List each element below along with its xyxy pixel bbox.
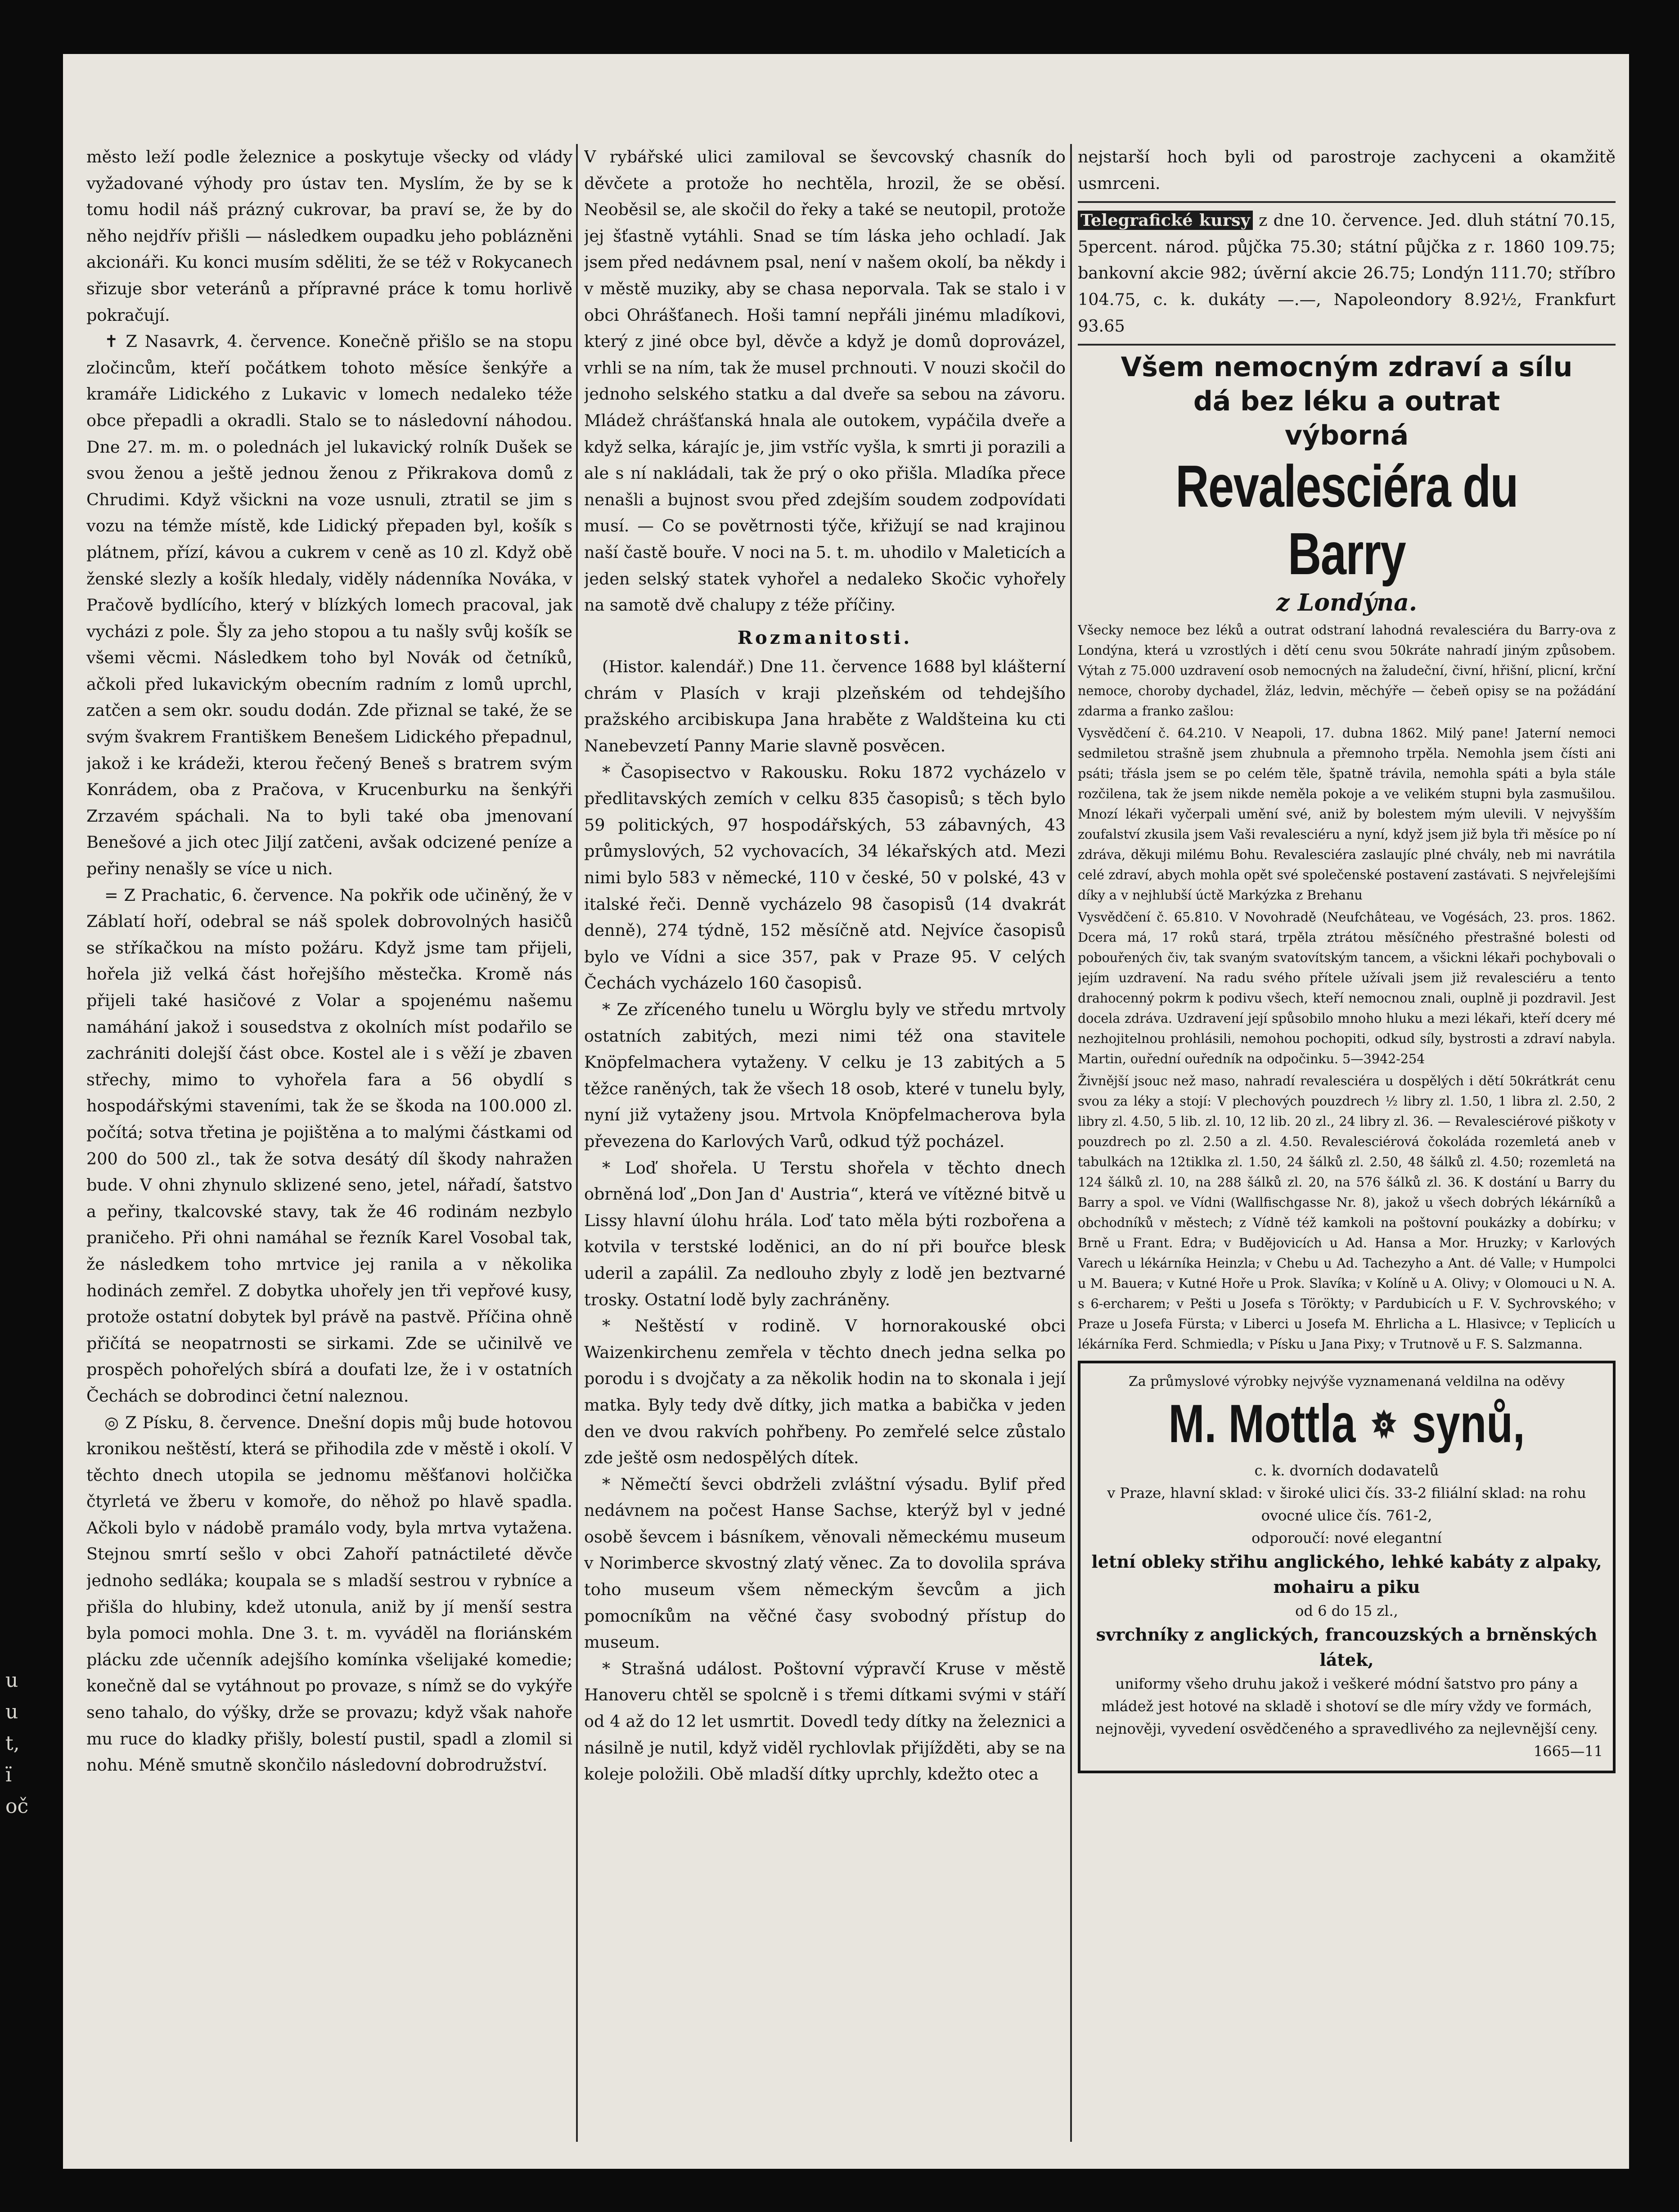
ad-line: v Praze, hlavní sklad: v široké ulici čís. 33-2 filiální sklad: na rohu ovocné ulice čís. 761-2, (1107, 1484, 1586, 1524)
ad-tail (1090, 1740, 1603, 1762)
divider (1078, 344, 1616, 346)
ad-price: od 6 do 15 zl., (1295, 1602, 1398, 1620)
column-rule (576, 144, 578, 2142)
firm-name-left: M. Mottla (1168, 1394, 1356, 1454)
edge-char: oč (5, 1795, 29, 1818)
ad-code: 1665—11 (1533, 1743, 1603, 1760)
article-paragraph: V rybářské ulici zamiloval se ševcovský chasník do děvčete a protože ho nechtěla, hrozil, že se oběsí. Neoběsil se, ale skočil do řeky a také se neutopil, protože jej šťastně vytáhli. Snad se tím láska jeho ochladí. Jak jsem před nedávnem psal, není v našem okolí, ba někdy i v městě muziky, aby se chasa neporvala. Tak se stalo i v obci Ohrášťanech. Hoši tamní nepřáli jinému mladíkovi, který z jiné obce byl, děvče a když je domů doprovázel, vrhli se na ním, tak že musel prchnouti. V nouzi skočil do jednoho selského statku a dal dveře sa sebou na závoru. Mládež chrášťanská hnala ale outokem, vypáčila dveře a když selka, kárajíc je, jim vstříc vyšla, k smrti ji porazili a ale s ní nakládali, tak že prý o oko přišla. Mladíka přece nenašli a bujnost svou před zdejším soudem zodpovídati musí. — Co se povětrnosti týče, křižují se nad krajinou naší častě bouře. V noci na 5. t. m. uhodilo v Maleticích a jeden selský statek vyhořel a nedaleko Skočic vyhořely na samotě dvě chalupy z téže příčiny. (584, 147, 1066, 615)
ad-prices-and-dealers: Živnější jsouc než maso, nahradí revalesciéra u dospělých i dětí 50krátkrát cenu svou za léky a stojí: V plechových pouzdrech ½ libry zl. 1.50, 1 libra zl. 2.50, 2 libry zl. 4.50, 5 lib. zl. 10, 12 lib. 20 zl., 24 libry zl. 36. — Revalesciérové piškoty v pouzdrech po zl. 2.50 a zl. 4.50. Revalesciérová čokoláda rozemletá aneb v tabulkách na 12tiklka zl. 1.50, 24 šálků zl. 2.50, 48 šálků zl. 4.50; rozemletá na 124 šálků zl. 10, na 288 šálků zl. 20, na 576 šálků zl. 36. K dostání u Barry du Barry a spol. ve Vídni (Wallfischgasse Nr. 8), jakož u všech dobrých lékárníků a obchodníků v městech; z Vídně též kamkoli na poštovní poukázky a dobírku; v Brně u Frant. Edra; v Budějovicích u Ad. Hansa a Mor. Hruzky; v Karlových Varech u lékárníka Heinzla; v Chebu u Ad. Tachezyho a Ant. dé Valle; v Humpolci u M. Bauera; v Kutné Hoře u Prok. Slavíka; v Kolíně u A. Olivy; v Olomouci u N. A. s 6-ercharem; v Pešti u Josefa s Törökty; v Pardubicích u F. V. Sychrovského; v Praze u Josefa Fürsta; v Liberci u Josefa M. Ehrlicha a L. Hlasivce; v Teplicích u lékárníka Ferd. Schmiedla; v Písku u Jana Pixy; v Trutnově u F. S. Salzmanna. (1078, 1074, 1616, 1352)
ad-body: Všecky nemoce bez léků a outrat odstraní lahodná revalesciéra du Barry-ova z Londýna, která u vzrostlých i dětí cenu svou 50kráte nahradí jiným způsobem. Výtah z 75.000 uzdravení osob nemocných na žaludeční, čivní, hřišní, plicní, krční nemoce, choroby dychadel, žláz, ledvin, měchýře — čebeň opisy se na požádání zdarma a franko zašlou: (1078, 623, 1616, 719)
misc-tunnel: * Ze zříceného tunelu u Wörglu byly ve středu mrtvoly ostatních zabitých, mezi nimi též ona stavitele Knöpfelmachera vytaženy. V celku je 13 zabitých a 5 těžce raněných, tak že všech 18 osob, které v tunelu byly, nyní již vytaženy jsou. Mrtvola Knöpfelmacherova byla převezena do Karlových Varů, odkud týž pocházel. (584, 1000, 1066, 1151)
section-title-rozmanitosti: Rozmanitosti. (737, 627, 913, 648)
ad-testimonial: Vysvědčení č. 64.210. V Neapoli, 17. dubna 1862. Milý pane! Jaterní nemoci sedmiletou strašně jsem zhubnula a přemnoho trpěla. Nemohla jsem čísti ani psáti; třásla jsem se po celém těle, špatně trávila, nemohla spáti a byla stále rozčilena, tak že jsem nikde neměla pokoje a ve velikém stupni byla zasmušilou. Mnozí lékaři vyčerpali umění své, aniž by bolestem mým ulevili. V nejvyšším zoufalství zkusila jsem Vaši revalesciéru a nyní, když jsem již byla tři měsíce po ní zdráva, děkuji milému Bohu. Revalesciéra zaslaujíc plné chvály, neb mi navrátila celé zdraví, abych mohla opět své společenské postavení zastávati. S nejvřelejšími díky a v nejhlubší úctě Markýzka z Brehanu (1078, 726, 1616, 903)
misc-german-shoemakers: * Němečtí ševci obdrželi zvláštní výsadu. Bylif před nedávnem na počest Hanse Sachse, kterýž byl v jedné osobě ševcem i básníkem, věnovali německému museum v Norimberce skvostný zlatý věnec. Za to dovolila správa toho museum všem německým ševcům a jich pomocníkům na věčné časy svobodný přístup do museum. (584, 1474, 1066, 1652)
ad-firm-name (1142, 1392, 1552, 1459)
ad-line: odporoučí: nové elegantní (1251, 1529, 1442, 1547)
misc-periodicals: * Časopisectvo v Rakousku. Roku 1872 vycházelo v předlitavských zemích v celku 835 časopisů; s těch bylo 59 politických, 97 hospodářských, 53 zábavných, 43 průmyslových, 52 vychovacích, 34 lékařských atd. Mezi nimi bylo 583 v německé, 110 v české, 50 v polské, 43 v italské řeči. Denně vycházelo 98 časopisů (14 dvakrát denně), 274 týdně, 152 měsíčně atd. Nejvíce časopisů bylo ve Vídni a sice 357, pak v Praze 95. V celých Čechách vycházelo 160 časopisů. (584, 762, 1066, 993)
column-rule (1070, 144, 1072, 2142)
misc-historical-calendar: (Histor. kalendář.) Dne 11. července 1688 byl klášterní chrám v Plasích v kraji plzeňském od tehdejšího pražského arcibiskupa Jana hraběte z Waldšteina ku cti Nanebevzetí Panny Marie slavně posvěcen. (584, 657, 1066, 756)
misc-ship-fire: * Loď shořela. U Terstu shořela v těchto dnech obrněná loď „Don Jan d' Austria“, která ve vítězné bitvě u Lissy hlavní úlohu hrála. Loď tato měla býti rozbořena a kotvila v terstské loděnici, an do ní při bouřce blesk uderil a zapálil. Za nedlouho zbyly z lodě jen beztvarné trosky. Ostatní lodě byly zachráněny. (584, 1158, 1066, 1309)
ad-headline: dá bez léku a outrat (1193, 386, 1500, 418)
edge-char: u (5, 1669, 18, 1692)
column-1 (86, 144, 572, 2142)
telegraph-text: z dne 10. července. Jed. dluh státní 70.15, 5percent. národ. půjčka 75.30; státní půjčka z r. 1860 109.75; bankovní akcie 982; úvěrní akcie 26.75; Londýn 111.70; stříbro 104.75, c. k. dukáty —.—, Napoleondory 8.92½, Frankfurt 93.65 (1078, 211, 1616, 336)
telegraph-rates (1078, 207, 1616, 339)
ad-intro: Za průmyslové výrobky nejvýše vyznamenaná veldilna na oděvy (1128, 1374, 1565, 1390)
ad-headline: výborná (1284, 420, 1409, 452)
article-paragraph: nejstarší hoch byli od parostroje zachyceni a okamžitě usmrceni. (1078, 147, 1616, 193)
divider (1078, 201, 1616, 203)
ad-offer: letní obleky střihu anglického, lehké kabáty z alpaky, mohairu a piku (1091, 1551, 1602, 1597)
ad-line: uniformy všeho druhu jakož i veškeré módní šatstvo pro pány a mládež jest hotové na skladě i shotoví se dle míry vždy ve formách, nejnověji, vyvedení osvědčeného a spravedlivého za nejlevnější ceny. (1095, 1675, 1598, 1738)
imperial-eagle-icon (1368, 1396, 1400, 1459)
misc-family-misfortune: * Neštěstí v rodině. V hornorakouské obci Waizenkirchenu zemřela v těchto dnech jedna selka po porodu i s dvojčaty a za několik hodin na to skonala i její matka. Byly tedy dvě dítky, jich matka a babička v jeden den ve dvou rakvích pohřbeny. Po zemřelé selce zůstalo zde ještě osm nedospělých dítek. (584, 1316, 1066, 1468)
ad-mottl (1078, 1361, 1616, 1773)
misc-terrible-event: * Strašná událost. Poštovní výpravčí Kruse v městě Hanoveru chtěl se spolcně i s třemi dítkami svými v stáří od 4 až do 12 let usmrtit. Dovedl tedy dítky na železnici a násilně je nutil, když viděl rychlovlak přijížděti, aby se na koleje položili. Obě mladší dítky uprchly, kdežto otec a (584, 1659, 1066, 1784)
ad-line: c. k. dvorních dodavatelů (1254, 1462, 1439, 1479)
telegraph-label: Telegrafické kursy (1078, 211, 1253, 230)
column-3 (1078, 144, 1616, 2142)
newspaper-page (63, 54, 1629, 2169)
edge-char: t, (5, 1732, 20, 1755)
edge-char: ї (5, 1763, 12, 1786)
column-2 (584, 144, 1066, 2142)
adjacent-page-edge (0, 1665, 68, 2115)
article-pisek: ◎ Z Písku, 8. července. Dnešní dopis můj bude hotovou kronikou neštěstí, která se přihodila zde v městě i okolí. V těchto dnech utopila se jednomu měšťanovi holčička čtyrletá ve žberu v komoře, do něhož po hlavě spadla. Ačkoli bylo v nádobě pramálo vody, byla mrtva vytažena. Stejnou smrtí sešlo v obci Zahoří patnáctileté děvče jednoho sedláka; koupala se s mladší sestrou v rybníce a přišla do hlubiny, kdež utonula, aniž by jí menší sestra byla pomoci mohla. Dne 3. t. m. vyváděl na floriánském plácku zde učenník adejšího komínka všelijaké komedie; konečně dal se vytáhnout po provaze, s nímž se do vykýře seno tahalo, do výšky, drže se provazu; když však nahoře mu ruce do kladky přišly, bolestí pustil, spadl a zlomil si nohu. Méně smutně skončilo následovní dobrodružství. (86, 1412, 572, 1775)
ad-origin: z Londýna. (1276, 589, 1417, 617)
article-nasavrky: ✝ Z Nasavrk, 4. července. Konečně přišlo se na stopu zločincům, kteří počátkem tohoto měsíce šenkýře a kramáře Lidického z Lukavic v lomech nedaleko téže obce přepadli a okradli. Stalo se to následovní náhodou. Dne 27. m. m. o polednách jel lukavický rolník Dušek se svou ženou a ještě jednou ženou z Přikrakova domů z Chrudimi. Když všickni na voze usnuli, ztratil se jim s vozu na témže místě, kde Lidický přepaden byl, košík s plátnem, přízí, kávou a cukrem v ceně as 10 zl. Když obě ženské slezly a košík hledaly, viděly nádenníka Nováka, v Pračově bydlícího, který v blízkých lomech pracoval, jak vycházi z pole. Šly za jeho stopou a tu našly svůj košík se všemi věcmi. Následkem toho byl Novák od četníků, ačkoli před lukavickým obecním radním z lomů uprchl, zatčen a sem okr. soudu dodán. Zde přiznal se také, že se svým švakrem Františkem Benešem Lidického přepadnul, jakož i ke krádeži, kterou řečený Beneš s bratrem svým Konrádem, oba z Pračova, v Krucenburku na šenkýři Zrzavém spáchali. Na to byli také oba jmenovaní Benešové a jich otec Jiljí zatčeni, avšak odcizené peníze a peřiny nenašly se více u nich. (86, 332, 572, 879)
ad-testimonial: Vysvědčení č. 65.810. V Novohradě (Neufchâteau, ve Vogésách, 23. pros. 1862. Dcera má, 17 roků stará, trpěla ztrátou měsíčného přestrašné bolesti od pobouřených čiv, tak svaným svatovítským tancem, a všickni lékaři pochybovali o jejím uzdravení. Na radu svého přítele užívali jsem již revalesciéru a tento drahocenný pokrm k podivu všech, kteří nemocnou znali, ouplně ji pozdravil. Jest docela zdráva. Uzdravení její spůsobilo mnoho hluku a mezi lékaři, kteří dcery mé nezhojitelnou prohlásili, nemohou pochopiti, odkud síly, bystrosti a zdraví nabyla. Martin, ouřední ouředník na odpočinku. 5—3942-254 (1078, 910, 1616, 1067)
article-prachatice: = Z Prachatic, 6. července. Na pokřik ode učiněný, že v Záblatí hoří, odebral se náš spolek dobrovolných hasičů se stříkačkou na místo požáru. Když jsme tam přijeli, hořela již velká část hořejšího městečka. Kromě nás přijeli také hasičové z Volar a spojenému našemu namáhání jakož i sousedstva z okolních míst podařilo se zachrániti dolejší část obce. Kostel ale i s věží je zbaven střechy, mimo to vyhořela fara a 56 obydlí s hospodářskými staveními, tak že se škoda na 100.000 zl. počítá; sotva třetina je pojištěna a to malými částkami od 200 do 500 zl., tak že sotva desátý díl škody nahražen bude. V ohni zhynulo sklizené seno, jetel, nářadí, šatstvo a peřiny, tkalcovské stavy, tak že 46 rodinám nezbylo praničeho. Při ohni namáhal se řezník Karel Vosobal tak, že následkem toho mrtvice jej ranila a v několika hodinách zemřel. Z dobytka uhořely jen tři vepřové kusy, protože ostatní dobytek byl právě na pastvě. Příčina ohně přičítá se neopatrnosti se sirkami. Zde se učinilvě ve prospěch pohořelých sbírá a doufati lze, že i v ostatních Čechách se dobrodinci četní naleznou. (86, 885, 572, 1406)
ad-revalesciere (1078, 350, 1616, 1354)
edge-char: u (5, 1700, 18, 1723)
firm-name-right: synů, (1412, 1394, 1525, 1454)
ad-brand-name: Revalesciéra du Barry (1175, 453, 1518, 587)
article-paragraph: město leží podle železnice a poskytuje všecky od vlády vyžadované výhody pro ústav ten. Myslím, že by se k tomu hodil náš prázný cukrovar, ba praví se, že by do něho nejdřív přišli — následkem oupadku jeho poblázněni akcionáři. Ku konci musím sděliti, že se též v Rokycanech sřizuje sbor veteránů a přípravné práce k tomu horlivě pokračují. (86, 147, 572, 325)
ad-headline: Všem nemocným zdraví a sílu (1121, 351, 1573, 383)
ad-offer: svrchníky z anglických, francouzských a brněnských látek, (1096, 1624, 1598, 1670)
